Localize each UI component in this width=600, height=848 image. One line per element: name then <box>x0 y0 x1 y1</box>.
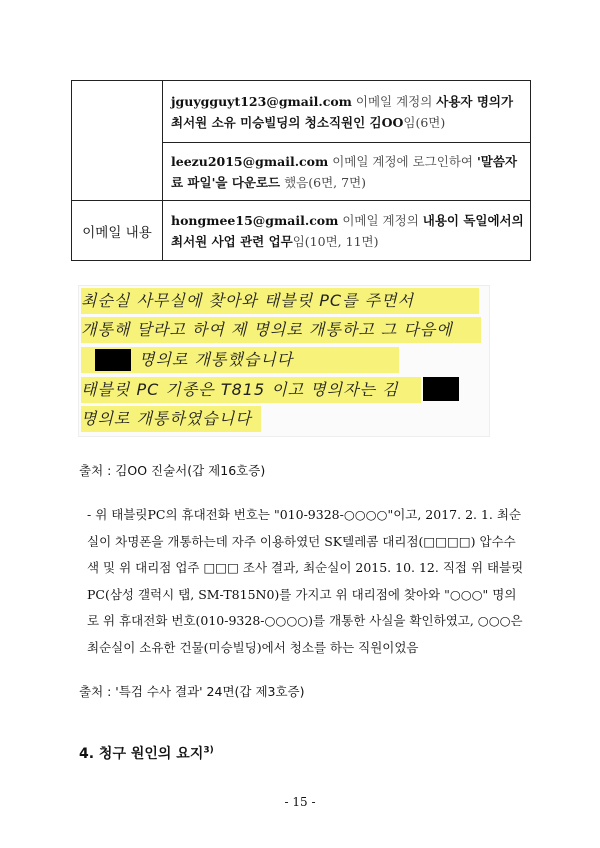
table-label-cell <box>72 81 163 143</box>
redaction-box <box>423 377 459 401</box>
source-citation: 출처 : '특검 수사 결과' 24면(갑 제3호증) <box>79 684 305 699</box>
table-row <box>163 81 531 143</box>
table-row <box>163 201 531 261</box>
row-bold-text: 사용자 명의가 최서원 소유 미승빌딩의 청소직원인 김OO <box>171 93 514 130</box>
section-heading-text: 4. 청구 원인의 요지 <box>79 746 204 762</box>
row-text: 임(6면) <box>403 114 446 130</box>
table-label-cell <box>72 143 163 201</box>
footnote-marker: 3) <box>203 745 214 756</box>
email-address: leezu2015@gmail.com <box>171 153 329 169</box>
row-text: 이메일 계정에 로그인하여 <box>328 153 477 169</box>
handwritten-line-text: 명의로 개통했습니다 <box>139 350 294 369</box>
row-text: 했음(6면, 7면) <box>280 174 367 190</box>
source-citation: 출처 : 김OO 진술서(갑 제16호증) <box>79 463 266 478</box>
body-paragraph: - 위 태블릿PC의 휴대전화 번호는 "010-9328-○○○○"이고, 2017. 2. 1. 최순실이 차명폰을 개통하는데 자주 이용하였던 SK텔레콤 대리점(□□□□) 압수수색 및 위 대리점 업주 □□□ 조사 결과, 최순실이 2015. 10. 12. 직접 위 태블릿 PC(삼성 갤럭시 탭, SM-T815N0)를 가지고 위 대리점에 찾아와 "○○○" 명의로 위 휴대전화 번호(010-9328-○○○○)를 개통한 사실을 확인하였고, ○○○은 최순실이 소유한 건물(미승빌딩)에서 청소를 하는 직원이었음 <box>87 507 524 655</box>
handwritten-line: 명의로 개통하였습니다 <box>81 406 261 432</box>
table-label-email-content: 이메일 내용 <box>72 201 163 261</box>
page-number: - 15 - <box>284 795 316 809</box>
row-text: 이메일 계정의 <box>351 93 437 109</box>
redaction-box <box>95 349 131 371</box>
row-bold-text: 내용이 독일에서의 최서원 사업 관련 업무 <box>171 212 524 249</box>
handwritten-line: 최순실 사무실에 찾아와 태블릿 PC를 주면서 <box>81 288 479 314</box>
email-address: hongmee15@gmail.com <box>171 212 339 228</box>
handwritten-line: 태블릿 PC 기종은 T815 이고 명의자는 김 <box>81 377 421 403</box>
email-address: jguygguyt123@gmail.com <box>171 93 352 109</box>
email-evidence-table <box>71 80 531 261</box>
section-heading <box>79 743 214 763</box>
table-row <box>163 143 531 201</box>
handwritten-statement-image <box>78 285 490 437</box>
row-text: 이메일 계정의 <box>338 212 423 228</box>
row-bold-text: '말씀자료 파일'을 다운로드 <box>171 153 518 190</box>
handwritten-line: 개통해 달라고 하여 제 명의로 개통하고 그 다음에 <box>81 317 481 343</box>
row-text: 임(10면, 11면) <box>292 233 379 249</box>
